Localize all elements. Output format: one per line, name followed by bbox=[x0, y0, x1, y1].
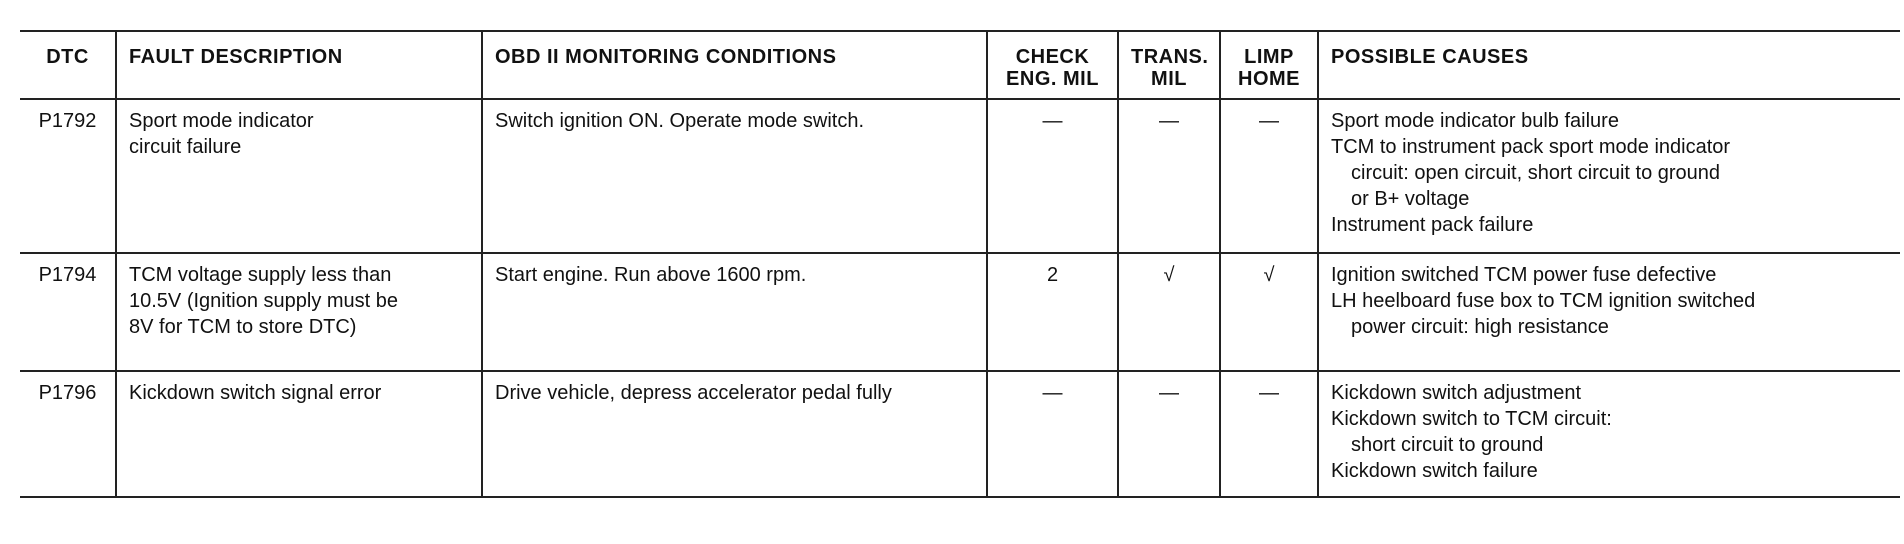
cell-check-eng-mil: — bbox=[987, 99, 1118, 253]
cause-line: or B+ voltage bbox=[1351, 188, 1470, 210]
table-header-row bbox=[20, 31, 1900, 99]
cause-line: Kickdown switch failure bbox=[1331, 460, 1538, 482]
cell-possible-causes bbox=[1318, 99, 1900, 253]
cell-dtc: P1796 bbox=[20, 371, 116, 497]
header-limp-home bbox=[1220, 31, 1318, 99]
table-row bbox=[20, 253, 1900, 371]
cell-trans-mil: √ bbox=[1118, 253, 1220, 371]
cell-dtc: P1792 bbox=[20, 99, 116, 253]
cell-possible-causes bbox=[1318, 371, 1900, 497]
cell-fault-description: TCM voltage supply less than 10.5V (Ignition supply must be 8V for TCM to store DTC) bbox=[116, 253, 482, 371]
cell-fault-description: Kickdown switch signal error bbox=[116, 371, 482, 497]
cell-trans-mil: — bbox=[1118, 99, 1220, 253]
cause-line: short circuit to ground bbox=[1351, 434, 1544, 456]
cell-check-eng-mil: — bbox=[987, 371, 1118, 497]
header-check-line2: ENG. MIL bbox=[1006, 68, 1099, 90]
header-trans-line1: TRANS. bbox=[1131, 46, 1209, 68]
header-limp-line2: HOME bbox=[1238, 68, 1300, 90]
cell-fault-description: Sport mode indicator circuit failure bbox=[116, 99, 482, 253]
header-possible-causes: POSSIBLE CAUSES bbox=[1318, 31, 1900, 99]
cell-limp-home: — bbox=[1220, 99, 1318, 253]
header-trans-mil bbox=[1118, 31, 1220, 99]
header-monitoring-conditions: OBD II MONITORING CONDITIONS bbox=[482, 31, 987, 99]
cell-limp-home: — bbox=[1220, 371, 1318, 497]
cause-line: Instrument pack failure bbox=[1331, 214, 1534, 236]
header-trans-line2: MIL bbox=[1151, 68, 1187, 90]
dtc-table-container bbox=[20, 30, 1900, 498]
cell-monitoring-conditions: Drive vehicle, depress accelerator pedal fully bbox=[482, 371, 987, 497]
cause-line: Ignition switched TCM power fuse defective bbox=[1331, 264, 1717, 286]
header-fault-description: FAULT DESCRIPTION bbox=[116, 31, 482, 99]
cause-line: Sport mode indicator bulb failure bbox=[1331, 110, 1619, 132]
cause-line: TCM to instrument pack sport mode indicator bbox=[1331, 136, 1731, 158]
cell-monitoring-conditions: Start engine. Run above 1600 rpm. bbox=[482, 253, 987, 371]
cause-line: circuit: open circuit, short circuit to ground bbox=[1351, 162, 1721, 184]
cell-trans-mil: — bbox=[1118, 371, 1220, 497]
dtc-table bbox=[20, 30, 1900, 498]
cause-line: Kickdown switch adjustment bbox=[1331, 382, 1582, 404]
cell-dtc: P1794 bbox=[20, 253, 116, 371]
cell-limp-home: √ bbox=[1220, 253, 1318, 371]
cell-possible-causes bbox=[1318, 253, 1900, 371]
cause-line: Kickdown switch to TCM circuit: bbox=[1331, 408, 1612, 430]
cell-monitoring-conditions: Switch ignition ON. Operate mode switch. bbox=[482, 99, 987, 253]
cell-check-eng-mil: 2 bbox=[987, 253, 1118, 371]
header-check-eng-mil bbox=[987, 31, 1118, 99]
table-row bbox=[20, 99, 1900, 253]
table-row bbox=[20, 371, 1900, 497]
cause-line: power circuit: high resistance bbox=[1351, 316, 1609, 338]
header-check-line1: CHECK bbox=[1015, 46, 1090, 68]
header-dtc: DTC bbox=[20, 31, 116, 99]
header-limp-line1: LIMP bbox=[1244, 46, 1294, 68]
cause-line: LH heelboard fuse box to TCM ignition switched bbox=[1331, 290, 1756, 312]
